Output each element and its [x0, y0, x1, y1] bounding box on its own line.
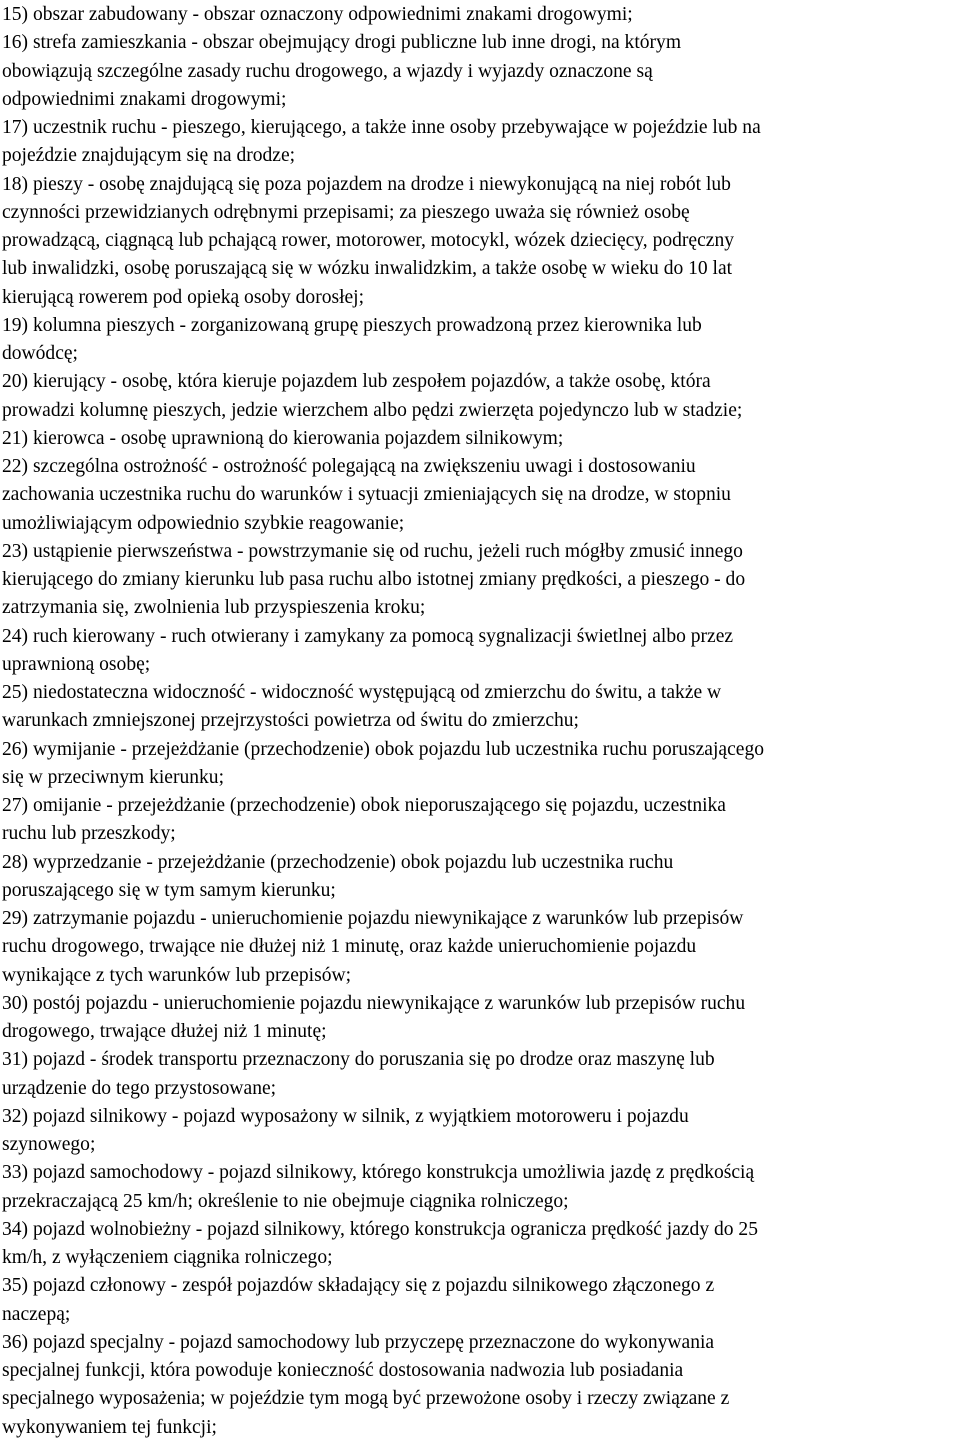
text-line: urządzenie do tego przystosowane; [2, 1077, 277, 1099]
text-line: ruchu lub przeszkody; [2, 823, 176, 845]
text-line: 26) wymijanie - przejeżdżanie (przechodzenie) obok pojazdu lub uczestnika ruchu poruszającego [2, 738, 764, 760]
text-line: 15) obszar zabudowany - obszar oznaczony odpowiednimi znakami drogowymi; [2, 4, 633, 25]
text-line: 25) niedostateczna widoczność - widoczność występującą od zmierzchu do świtu, a także w [2, 682, 722, 703]
text-line: obowiązują szczególne zasady ruchu drogowego, a wjazdy i wyjazdy oznaczone są [2, 60, 653, 82]
text-line: 33) pojazd samochodowy - pojazd silnikowy, którego konstrukcja umożliwia jazdę z prędkością [2, 1162, 755, 1184]
text-line: km/h, z wyłączeniem ciągnika rolniczego; [2, 1247, 333, 1268]
text-line: kierującą rowerem pod opieką osoby dorosłej; [2, 286, 365, 308]
text-line: kierującego do zmiany kierunku lub pasa ruchu albo istotnej zmiany prędkości, a pieszego - do [2, 569, 746, 590]
text-line: prowadzi kolumnę pieszych, jedzie wierzchem albo pędzi zwierzęta pojedynczo lub w stadzie; [2, 399, 743, 421]
text-line: uprawnioną osobę; [2, 653, 151, 675]
text-line: prowadzącą, ciągnącą lub pchającą rower, motorower, motocykl, wózek dziecięcy, podręczny [2, 230, 734, 251]
text-line: 18) pieszy - osobę znajdującą się poza pojazdem na drodze i niewykonującą na niej robót lub [2, 173, 731, 195]
text-line: 32) pojazd silnikowy - pojazd wyposażony w silnik, z wyjątkiem motoroweru i pojazdu [2, 1105, 689, 1127]
text-line: 16) strefa zamieszkania - obszar obejmujący drogi publiczne lub inne drogi, na którym [2, 32, 682, 54]
text-line: 17) uczestnik ruchu - pieszego, kierującego, a także inne osoby przebywające w pojeździe lub na [2, 117, 761, 138]
text-line: czynności przewidzianych odrębnymi przepisami; za pieszego uważa się również osobę [2, 201, 690, 223]
text-line: odpowiednimi znakami drogowymi; [2, 88, 287, 110]
text-line: szynowego; [2, 1134, 96, 1155]
text-line: 21) kierowca - osobę uprawnioną do kierowania pojazdem silnikowym; [2, 427, 564, 449]
text-line: 24) ruch kierowany - ruch otwierany i zamykany za pomocą sygnalizacji świetlnej albo przez [2, 625, 734, 647]
text-line: przekraczającą 25 km/h; określenie to nie obejmuje ciągnika rolniczego; [2, 1190, 569, 1212]
text-line: 30) postój pojazdu - unieruchomienie pojazdu niewynikające z warunków lub przepisów ruchu [2, 992, 746, 1014]
text-line: 29) zatrzymanie pojazdu - unieruchomienie pojazdu niewynikające z warunków lub przepisów [2, 908, 744, 929]
text-line: lub inwalidzki, osobę poruszającą się w wózku inwalidzkim, a także osobę w wieku do 10 lat [2, 258, 733, 280]
text-line: 35) pojazd członowy - zespół pojazdów składający się z pojazdu silnikowego złączonego z [2, 1275, 715, 1297]
text-line: zatrzymania się, zwolnienia lub przyspieszenia kroku; [2, 597, 426, 619]
text-line: umożliwiającym odpowiednio szybkie reagowanie; [2, 512, 405, 534]
text-line: zachowania uczestnika ruchu do warunków i sytuacji zmieniających się na drodze, w stopniu [2, 484, 731, 506]
text-line: 31) pojazd - środek transportu przeznaczony do poruszania się po drodze oraz maszynę lub [2, 1049, 715, 1071]
definitions-text [2, 1, 960, 1440]
text-line: 20) kierujący - osobę, która kieruje pojazdem lub zespołem pojazdów, a także osobę, która [2, 371, 711, 393]
text-line: 28) wyprzedzanie - przejeżdżanie (przechodzenie) obok pojazdu lub uczestnika ruchu [2, 851, 674, 873]
text-line: wykonywaniem tej funkcji; [2, 1416, 217, 1438]
text-line: drogowego, trwające dłużej niż 1 minutę; [2, 1021, 327, 1042]
text-line: warunkach zmniejszonej przejrzystości powietrza od świtu do zmierzchu; [2, 710, 579, 732]
text-line: 27) omijanie - przejeżdżanie (przechodzenie) obok nieporuszającego się pojazdu, uczestnika [2, 795, 726, 816]
text-line: ruchu drogowego, trwające nie dłużej niż 1 minutę, oraz każde unieruchomienie pojazdu [2, 936, 697, 958]
text-line: poruszającego się w tym samym kierunku; [2, 879, 336, 901]
text-line: 22) szczególna ostrożność - ostrożność polegającą na zwiększeniu uwagi i dostosowaniu [2, 456, 696, 477]
text-line: 19) kolumna pieszych - zorganizowaną grupę pieszych prowadzoną przez kierownika lub [2, 314, 702, 336]
text-line: naczepą; [2, 1303, 71, 1325]
text-line: specjalnej funkcji, która powoduje konieczność dostosowania nadwozia lub posiadania [2, 1360, 684, 1381]
text-line: 23) ustąpienie pierwszeństwa - powstrzymanie się od ruchu, jeżeli ruch mógłby zmusić innego [2, 540, 743, 562]
text-line: 36) pojazd specjalny - pojazd samochodowy lub przyczepę przeznaczone do wykonywania [2, 1331, 715, 1353]
text-line: 34) pojazd wolnobieżny - pojazd silnikowy, którego konstrukcja ogranicza prędkość jazdy do 25 [2, 1218, 758, 1240]
text-line: pojeździe znajdującym się na drodze; [2, 145, 296, 167]
text-line: dowódcę; [2, 343, 78, 364]
text-line: specjalnego wyposażenia; w pojeździe tym mogą być przewożone osoby i rzeczy związane z [2, 1388, 730, 1410]
text-line: się w przeciwnym kierunku; [2, 766, 225, 788]
text-line: wynikające z tych warunków lub przepisów; [2, 964, 352, 986]
